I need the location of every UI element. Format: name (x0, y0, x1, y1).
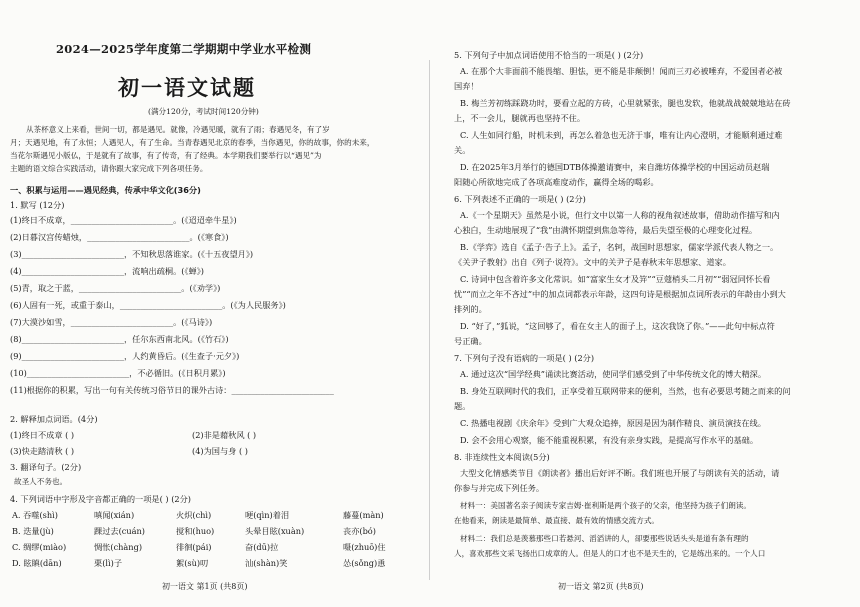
option-text: A. 通过这次“国学经典”诵读比赛活动，使同学们感受到了中华传统文化的博大精深。 (460, 369, 767, 379)
recitation-line: (7)大漠沙如雪，_________________________。(《马诗》) (10, 317, 213, 327)
exam-title: 初一语文试题 (118, 76, 256, 100)
option-text: B. 梅兰芳初练踩跷功时，要看立起的方砖，心里就紧张，腿也发软，他就战战兢兢地站在砖 (460, 98, 791, 108)
option-word: D. 眩瞋(dān) (12, 558, 62, 568)
option-word: 絮(sù)叨 (176, 558, 209, 568)
recitation-line: (2)日暮汉宫传蜡烛，_________________________。(《寒食》) (10, 232, 229, 242)
option-text: D. 在2025年3月举行的德国DTB体操邀请赛中，来自潍坊体操学校的中国运动员赵瑞 (460, 162, 770, 172)
explain-item: (3)快走踏清秋 ( ) (10, 446, 75, 456)
question-title: 4. 下列词语中字形及字音都正确的一项是( ) (2分) (10, 494, 191, 504)
option-word: 搅和(huo) (176, 526, 215, 536)
exam-meta: (满分120分，考试时间120分钟) (148, 107, 259, 116)
explain-item: (4)为国与身 ( ) (192, 446, 248, 456)
page-footer: 初一语文 第1页 (共8页) (162, 582, 248, 591)
material-text: 在他看来，朗读是最简单、最直接、最有效的情感交流方式。 (454, 516, 660, 525)
option-word: 嗔闻(xián) (94, 510, 135, 520)
option-text: 上，不一会儿，腿就再也坚持不住。 (454, 113, 586, 123)
option-text: 国弃！ (454, 81, 479, 91)
option-word: 惆怅(chàng) (94, 542, 143, 552)
recitation-line: (10)_________________________，不必循旧。(《日积月累》) (10, 368, 226, 378)
option-word: 丧亦(bó) (343, 526, 376, 536)
recitation-line: (1)终日不成章，_________________________。(《迢迢牵牛星》) (10, 215, 237, 225)
recitation-line: (9)_________________________，人约黄昏后。(《生查子·元夕》) (10, 351, 240, 361)
recitation-line: (4)_________________________，流响出疏桐。(《蝉》) (10, 266, 205, 276)
option-word: 嗫(zhuō)住 (343, 542, 386, 552)
intro-line: 从茶杯意义上来看，世间一切，都是遇见。就像，冷遇见暖，就有了雨；春遇见冬，有了岁 (26, 125, 330, 134)
intro-line: 月；天遇见地，有了永恒；人遇见人，有了生命。当青春遇见北京的春季，当你遇见，你的故事，你的未来， (10, 138, 375, 147)
question-title: 5. 下列句子中加点词语使用不恰当的一项是( ) (2分) (454, 50, 644, 60)
section-heading: 一、积累与运用——遇见经典，传承中华文化(36分) (10, 185, 201, 195)
explain-item: (1)终日不成章 ( ) (10, 430, 75, 440)
option-word: A. 吞噬(shì) (12, 510, 58, 520)
page-footer: 初一语文 第2页 (共8页) (558, 582, 644, 591)
option-word: 哽(qìn)着泪 (245, 510, 290, 520)
translate-sentence: 故圣人不务也。 (14, 477, 68, 486)
material-text: 人，喜欢那些文采飞扬出口成章的人。但是人的口才也不是天生的，它是练出来的。一个人口 (454, 549, 766, 558)
question-title: 1. 默写 (12分) (10, 200, 65, 210)
option-word: 奋(dū)拉 (245, 542, 279, 552)
material-text: 材料二：我们总是羡慕那些口若悬河、滔滔讲的人，卻要那些说话头头是道有条有理的 (460, 534, 749, 543)
option-text: C. 人生如同行船，时机未到，再怎么着急也无济于事，唯有让内心澄明，才能顺利通过难 (460, 130, 783, 140)
option-text: 《关尹子教射》出自《列子·说符》。文中的关尹子是春秋末年思想家、道家。 (454, 257, 731, 267)
question-title: 3. 翻译句子。(2分) (10, 462, 82, 472)
option-word: 徘徊(pái) (176, 542, 212, 552)
question-title: 6. 下列表述不正确的一项是( ) (2分) (454, 194, 586, 204)
option-text: 题。 (454, 401, 471, 411)
intro-line: 主题的语文综合实践活动，请你跟大家完成下列各项任务。 (10, 164, 208, 173)
explain-item: (2)非是藉秋风 ( ) (192, 430, 257, 440)
exam-header: 2024—2025学年度第二学期期中学业水平检测 (56, 42, 312, 56)
recitation-line: (6)人固有一死，或重于泰山，_________________________。(《为人民服务》) (10, 300, 286, 310)
question-title: 7. 下列句子没有语病的一项是( ) (2分) (454, 353, 595, 363)
option-word: C. 绸缪(miào) (12, 542, 67, 552)
option-text: C. 热播电视剧《庆余年》受到广大观众追捧，原因是因为制作精良、演员演技在线。 (460, 418, 766, 428)
recitation-line: (5)青，取之于蓝，_________________________。(《劝学》) (10, 283, 221, 293)
option-word: 汕(shàn)笑 (245, 558, 288, 568)
option-text: 阳随心所欲地完成了各项高难度动作，赢得全场的喝彩。 (454, 177, 659, 187)
option-text: A. 在那个大非面前不能畏缩、胆怯，更不能是非颠倒！闻而三刃必被唾弃，不爱国者必被 (460, 66, 783, 76)
option-text: 心独白，生动地展现了“我”由满怀期望到焦急等待，最后失望至极的心理变化过程。 (454, 225, 758, 235)
option-text: C. 诗词中包含着许多文化常识。如“富家生女才及笄”“豆蔻梢头二月初”“弱冠同怀长看 (460, 274, 771, 284)
option-text: D. 会不会用心观察，能不能重视积累，有没有亲身实践，是提高写作水平的基础。 (460, 435, 759, 445)
option-word: 栗(lì)子 (94, 558, 123, 568)
option-word: 怂(sǒng)恿 (343, 558, 386, 568)
option-word: B. 迭量(jù) (12, 526, 54, 536)
recitation-line: (8)_________________________，任尔东西南北风。(《竹石》) (10, 334, 229, 344)
question-title: 2. 解释加点词语。(4分) (10, 414, 98, 424)
intro-line: 当花尔斯遇见小版仏，于是就有了故事，有了传奇，有了经典。本学期我们要举行以“遇见”为 (10, 151, 322, 160)
option-word: 头晕目眩(xuàn) (245, 526, 305, 536)
option-text: 号正确。 (454, 336, 487, 346)
passage-text: 大型文化情感类节目《朗读者》播出后好评不断。我们班也开展了与朗读有关的活动，请 (460, 468, 780, 478)
option-word: 藤蔓(màn) (343, 510, 384, 520)
option-text: 排列的。 (454, 304, 487, 314)
option-text: D. “好了，”狐说，“这回够了，看在女主人的面子上，这次我饶了你。”——此句中标点符 (460, 321, 775, 331)
option-text: B.《学弈》选自《孟子·告子上》。孟子，名轲，战国时思想家，儒家学派代表人物之一。 (460, 242, 779, 252)
option-word: 踝过去(cuán) (94, 526, 145, 536)
passage-text: 你参与并完成下列任务。 (454, 483, 545, 493)
option-word: 火炽(chì) (176, 510, 212, 520)
option-text: B. 身处互联网时代的我们，正享受着互联网带来的便利，当然，也有必要思考随之而来的问 (460, 386, 791, 396)
recitation-line: (11)根据你的积累，写出一句有关传统习俗节日的课外古诗：_________________________ (10, 385, 334, 395)
option-text: 忧”“而立之年不吝过”中的加点词都表示年龄，这四句诗是根据加点词所表示的年龄由小到大 (454, 289, 786, 299)
question-title: 8. 非连续性文本阅读(5分) (454, 452, 550, 462)
recitation-line: (3)_________________________，不知秋思落谁家。(《十五夜望月》) (10, 249, 254, 259)
right-page (430, 0, 860, 607)
option-text: 关。 (454, 145, 471, 155)
material-text: 材料一：美国著名亲子阅读专家吉姆·崔利斯是两个孩子的父亲，他坚持为孩子们朗读。 (460, 501, 751, 510)
option-text: A.《一个星期天》虽然是小说，但行文中以第一人称的视角叙述故事，借助动作描写和内 (460, 210, 780, 220)
